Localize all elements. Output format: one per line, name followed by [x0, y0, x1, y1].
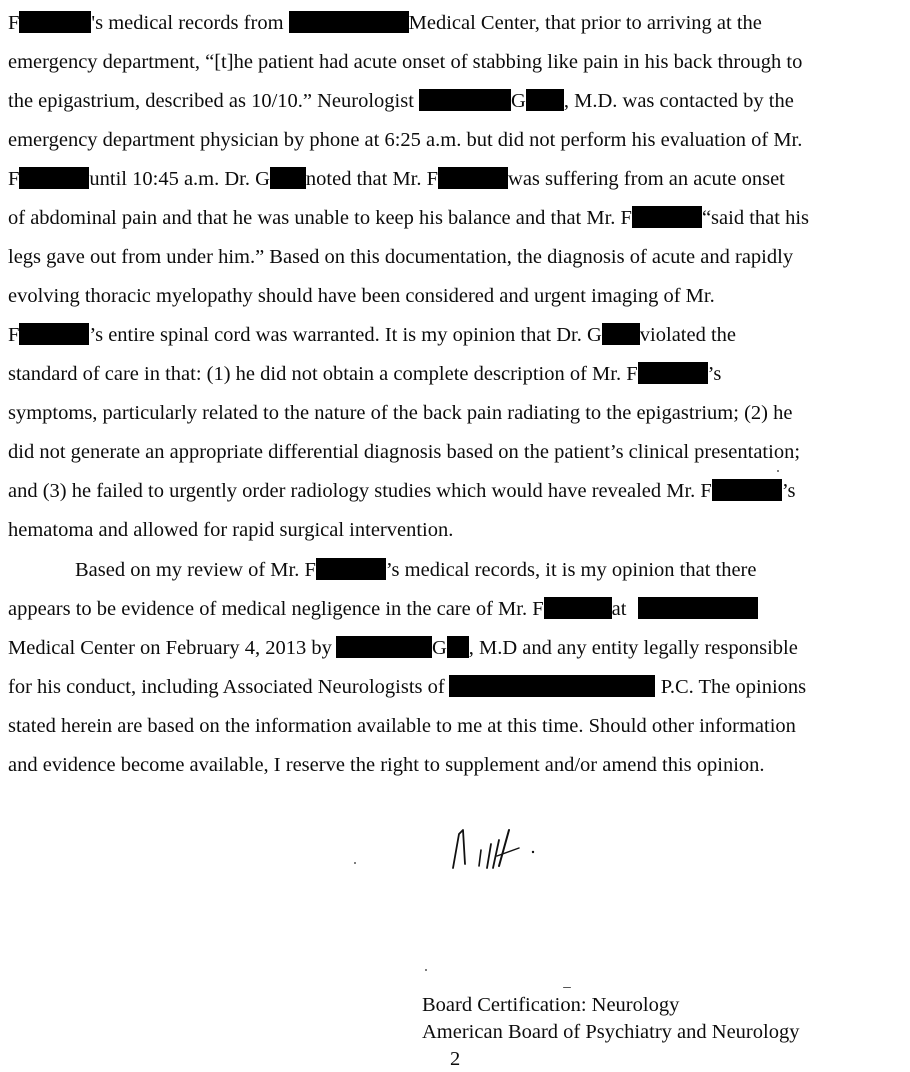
text-line: of abdominal pain and that he was unable to keep his balance and that Mr. F “said that his: [8, 207, 809, 229]
redaction-bar: [638, 597, 758, 619]
page-number: 2: [450, 1048, 461, 1070]
board-name: American Board of Psychiatry and Neurology: [422, 1021, 800, 1043]
redaction-bar: [602, 323, 640, 345]
redaction-bar: [632, 206, 702, 228]
redaction-bar: [289, 11, 409, 33]
redaction-bar: [638, 362, 708, 384]
text-line: and (3) he failed to urgently order radiology studies which would have revealed Mr. F ’s: [8, 480, 796, 502]
text-line: appears to be evidence of medical negligence in the care of Mr. F at: [8, 590, 758, 629]
scan-speck: [777, 470, 779, 472]
text-line: emergency department, “[t]he patient had acute onset of stabbing like pain in his back through to: [8, 51, 803, 73]
text-line: symptoms, particularly related to the nature of the back pain radiating to the epigastrium; (2) he: [8, 402, 793, 424]
redaction-bar: [316, 558, 386, 580]
redaction-bar: [712, 479, 782, 501]
handwritten-signature: [445, 820, 565, 880]
text-line: the epigastrium, described as 10/10.” Neurologist G , M.D. was contacted by the: [8, 90, 794, 112]
text-line: stated herein are based on the information available to me at this time. Should other information: [8, 715, 796, 737]
redaction-bar: [419, 89, 511, 111]
text-line: Based on my review of Mr. F ’s medical records, it is my opinion that there: [75, 559, 757, 581]
scan-speck: [425, 969, 427, 971]
text-line: F until 10:45 a.m. Dr. G noted that Mr. F was suffering from an acute onset: [8, 168, 785, 190]
text-line: legs gave out from under him.” Based on this documentation, the diagnosis of acute and rapidly: [8, 246, 794, 268]
text-line: emergency department physician by phone at 6:25 a.m. but did not perform his evaluation of Mr.: [8, 129, 803, 151]
text-line: for his conduct, including Associated Neurologists of P.C. The opinions: [8, 676, 807, 698]
redaction-bar: [526, 89, 564, 111]
text-line: standard of care in that: (1) he did not obtain a complete description of Mr. F ’s: [8, 363, 722, 385]
text-line: evolving thoracic myelopathy should have been considered and urgent imaging of Mr.: [8, 285, 715, 307]
redaction-bar: [438, 167, 508, 189]
text-line: hematoma and allowed for rapid surgical intervention.: [8, 519, 454, 541]
board-certification: Board Certification: Neurology: [422, 994, 680, 1016]
redaction-bar: [270, 167, 306, 189]
redaction-bar: [544, 597, 612, 619]
redaction-bar: [19, 11, 91, 33]
redaction-bar: [19, 323, 89, 345]
text-line: F 's medical records from Medical Center, that prior to arriving at the: [8, 12, 762, 34]
redaction-bar: [449, 675, 655, 697]
scan-speck: [354, 862, 356, 864]
text-line: and evidence become available, I reserve the right to supplement and/or amend this opinion.: [8, 754, 765, 776]
redaction-bar: [19, 167, 89, 189]
text-line: Medical Center on February 4, 2013 by G , M.D and any entity legally responsible: [8, 637, 798, 659]
redaction-bar: [336, 636, 432, 658]
text-line: F ’s entire spinal cord was warranted. It is my opinion that Dr. G violated the: [8, 324, 737, 346]
scan-speck: [563, 987, 571, 988]
text-line: did not generate an appropriate differential diagnosis based on the patient’s clinical presentation;: [8, 441, 801, 463]
redaction-bar: [447, 636, 469, 658]
